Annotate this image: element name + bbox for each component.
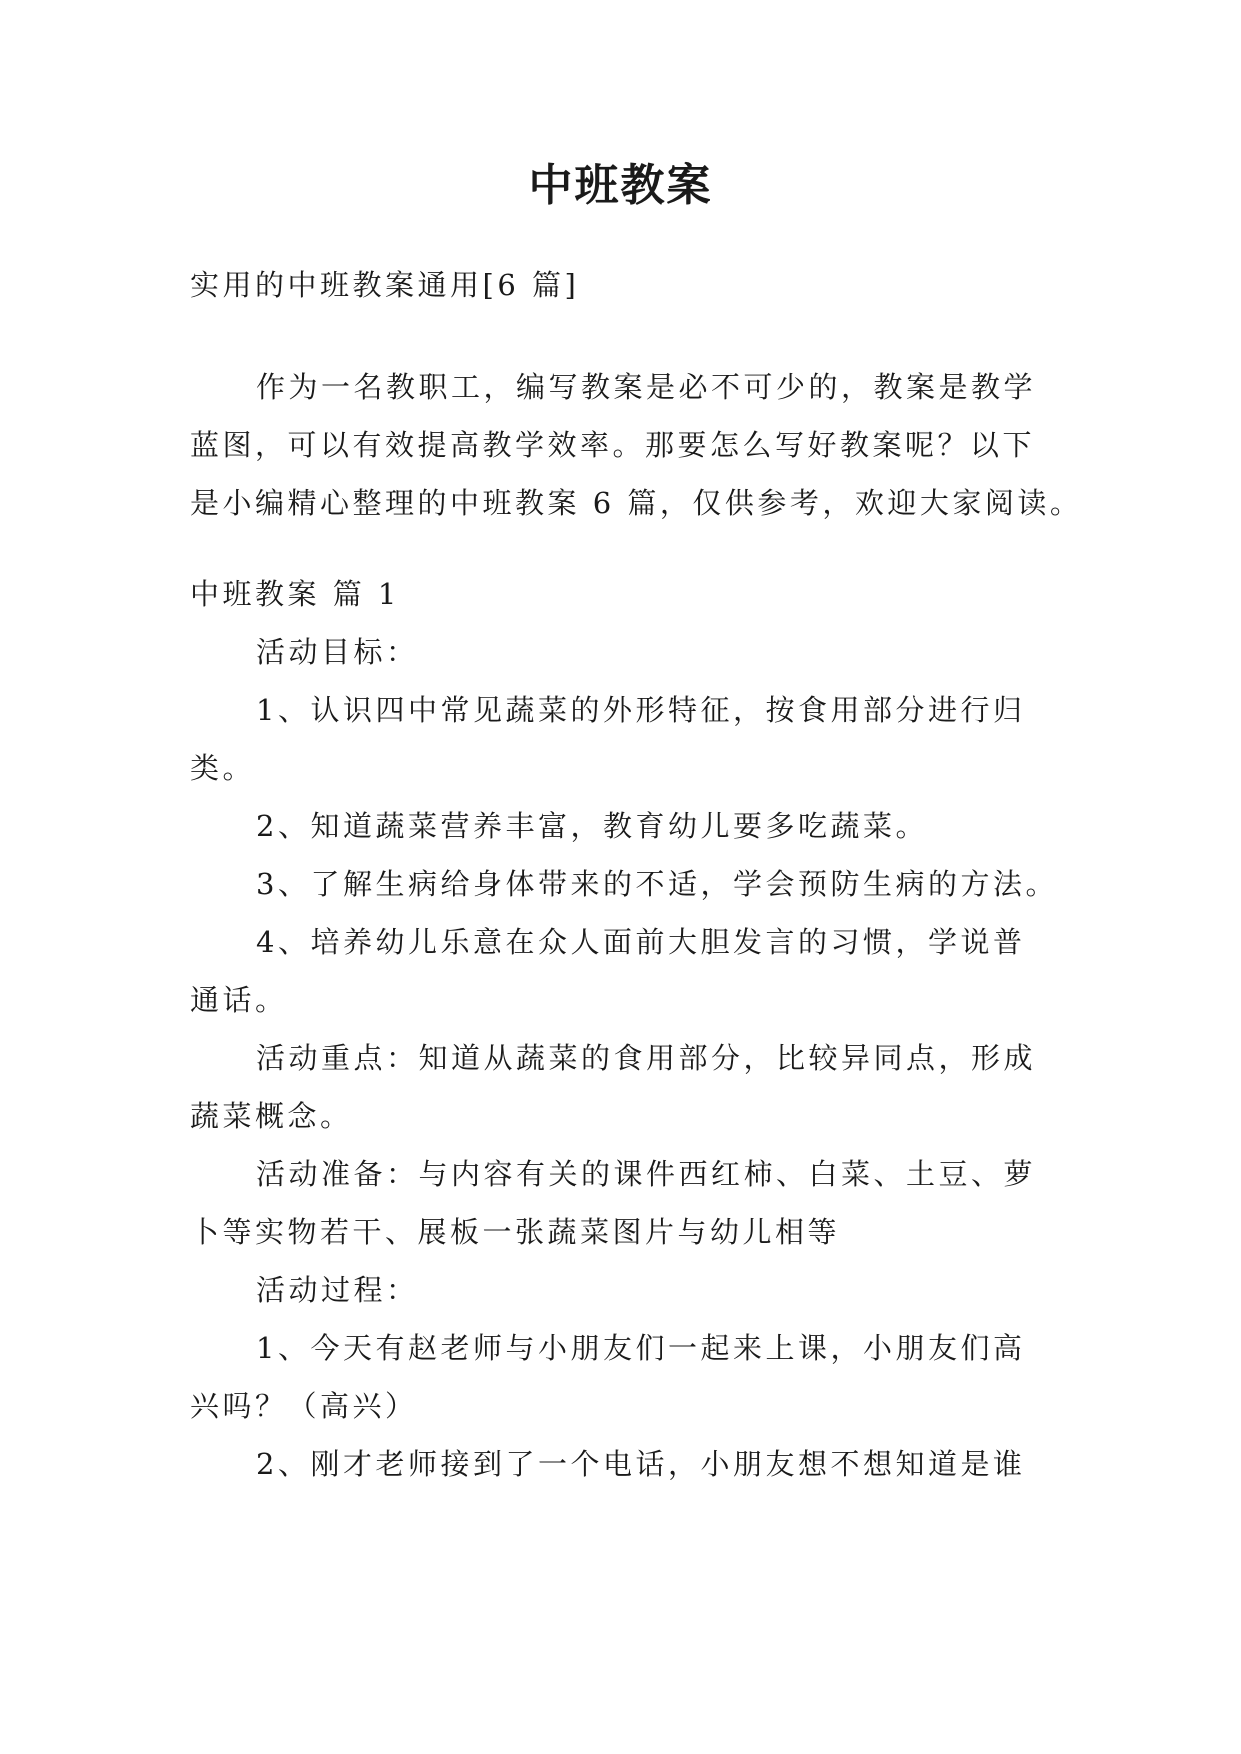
- body-line: 兴吗？（高兴）: [190, 1389, 418, 1423]
- section-body: [190, 565, 1060, 1493]
- body-line: 4、培养幼儿乐意在众人面前大胆发言的习惯，学说普: [256, 925, 1026, 959]
- body-line: 1、今天有赵老师与小朋友们一起来上课，小朋友们高: [256, 1331, 1026, 1365]
- body-line: 活动准备：与内容有关的课件西红柿、白菜、土豆、萝: [256, 1157, 1037, 1191]
- body-line: 通话。: [190, 983, 288, 1017]
- body-line: 1、认识四中常见蔬菜的外形特征，按食用部分进行归: [256, 693, 1026, 727]
- body-line: 卜等实物若干、展板一张蔬菜图片与幼儿相等: [190, 1215, 841, 1249]
- body-line: 2、知道蔬菜营养丰富，教育幼儿要多吃蔬菜。: [256, 809, 928, 843]
- intro-line: 蓝图，可以有效提高教学效率。那要怎么写好教案呢？以下: [190, 428, 1036, 462]
- body-line: 蔬菜概念。: [190, 1099, 353, 1133]
- body-line: 类。: [190, 751, 256, 785]
- document-subtitle: 实用的中班教案通用[6 篇]: [190, 268, 580, 302]
- body-line: 活动过程：: [256, 1273, 419, 1307]
- intro-line: 是小编精心整理的中班教案 6 篇，仅供参考，欢迎大家阅读。: [190, 486, 1083, 520]
- section-heading: 中班教案 篇 1: [190, 577, 400, 611]
- document-title: 中班教案: [528, 160, 713, 211]
- intro-paragraph: [190, 358, 1083, 532]
- intro-line: 作为一名教职工，编写教案是必不可少的，教案是教学: [256, 370, 1037, 404]
- body-line: 活动目标：: [256, 635, 419, 669]
- body-line: 活动重点：知道从蔬菜的食用部分，比较异同点，形成: [256, 1041, 1037, 1075]
- body-line: 2、刚才老师接到了一个电话，小朋友想不想知道是谁: [256, 1447, 1026, 1481]
- body-line: 3、了解生病给身体带来的不适，学会预防生病的方法。: [256, 867, 1058, 901]
- subtitle-block: [190, 256, 1060, 314]
